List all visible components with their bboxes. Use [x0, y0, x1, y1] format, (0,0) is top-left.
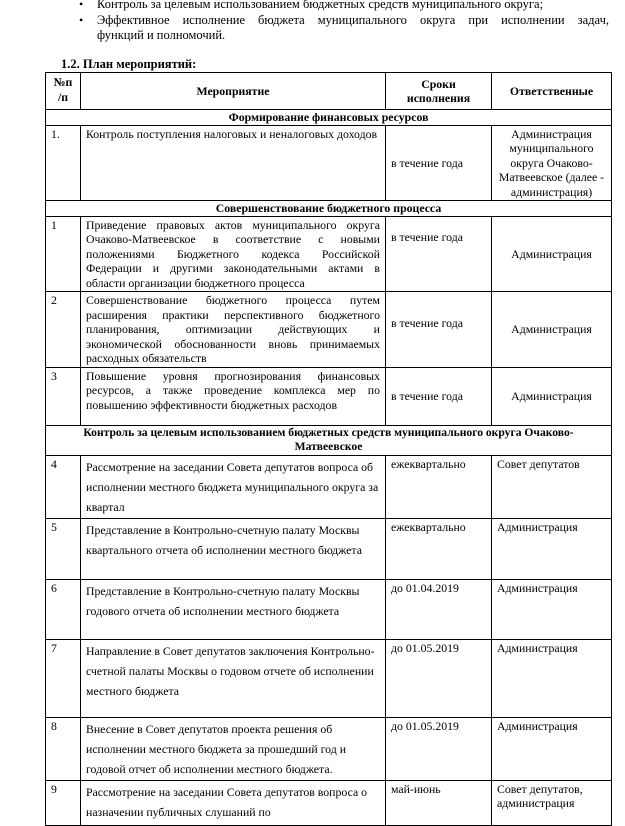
section-row — [46, 201, 612, 217]
table-row — [46, 292, 612, 368]
row-activity: Внесение в Совет депутатов проекта решения об исполнении местного бюджета за прошедший год и годовой отчет об исполнении местного бюджета. — [81, 717, 386, 780]
row-activity: Повышение уровня прогнозирования финансовых ресурсов, а также проведение комплекса мер по повышению эффективности бюджетных расходов — [81, 367, 386, 425]
section-title: 1.2. План мероприятий: — [61, 57, 197, 71]
row-activity: Представление в Контрольно-счетную палату Москвы квартального отчета об исполнении местного бюджета — [81, 518, 386, 579]
row-responsible: Администрация — [492, 717, 612, 780]
header-num: №п /п — [46, 73, 81, 110]
row-num: 8 — [46, 717, 81, 780]
row-responsible: Администрация муниципального округа Очаково-Матвеевское (далее - администрация) — [492, 125, 612, 201]
plan-table — [45, 72, 612, 826]
row-deadline: до 01.05.2019 — [386, 717, 492, 780]
row-responsible: Администрация — [492, 367, 612, 425]
row-activity: Приведение правовых актов муниципального округа Очаково-Матвеевское в соответствие с новыми положениями Бюджетного кодекса Российской Федерации и другими законодательными актами в области организации бюджетного процесса — [81, 216, 386, 292]
row-num: 9 — [46, 780, 81, 825]
table-row — [46, 367, 612, 425]
table-row — [46, 639, 612, 717]
header-deadline: Сроки исполнения — [386, 73, 492, 110]
row-num: 6 — [46, 579, 81, 639]
table-row — [46, 717, 612, 780]
table-row — [46, 455, 612, 518]
row-responsible: Совет депутатов — [492, 455, 612, 518]
row-responsible: Администрация — [492, 292, 612, 368]
row-deadline: в течение года — [386, 292, 492, 368]
row-num: 1 — [46, 216, 81, 292]
row-deadline: в течение года — [386, 216, 492, 292]
row-responsible: Администрация — [492, 216, 612, 292]
row-deadline: в течение года — [386, 125, 492, 201]
row-num: 4 — [46, 455, 81, 518]
row-activity: Контроль поступления налоговых и неналоговых доходов — [81, 125, 386, 201]
row-responsible: Администрация — [492, 579, 612, 639]
bullet-marker: • — [79, 13, 84, 27]
table-header-row — [46, 73, 612, 110]
row-activity: Направление в Совет депутатов заключения Контрольно-счетной палаты Москвы о годовом отчете об исполнении местного бюджета — [81, 639, 386, 717]
row-deadline: в течение года — [386, 367, 492, 425]
row-deadline: до 01.04.2019 — [386, 579, 492, 639]
section-row — [46, 110, 612, 126]
section-heading: Контроль за целевым использованием бюджетных средств муниципального округа Очаково-Матвеевское — [46, 425, 612, 455]
row-activity: Представление в Контрольно-счетную палату Москвы годового отчета об исполнении местного бюджета — [81, 579, 386, 639]
header-activity: Мероприятие — [81, 73, 386, 110]
header-responsible: Ответственные — [492, 73, 612, 110]
section-heading: Формирование финансовых ресурсов — [46, 110, 612, 126]
row-num: 5 — [46, 518, 81, 579]
row-deadline: ежеквартально — [386, 518, 492, 579]
row-num: 7 — [46, 639, 81, 717]
row-num: 2 — [46, 292, 81, 368]
table-row — [46, 216, 612, 292]
bullet-marker: • — [79, 0, 84, 11]
bullet-item: Эффективное исполнение бюджета муниципального округа при исполнении задач, — [97, 13, 609, 27]
section-heading: Совершенствование бюджетного процесса — [46, 201, 612, 217]
row-activity: Рассмотрение на заседании Совета депутатов вопроса о назначении публичных слушаний по — [81, 780, 386, 825]
row-deadline: ежеквартально — [386, 455, 492, 518]
row-activity: Рассмотрение на заседании Совета депутатов вопроса об исполнении местного бюджета муниципального округа за квартал — [81, 455, 386, 518]
bullet-item-continuation: функций и полномочий. — [97, 28, 226, 42]
table-row — [46, 125, 612, 201]
row-responsible: Администрация — [492, 518, 612, 579]
row-responsible: Совет депутатов, администрация — [492, 780, 612, 825]
row-num: 3 — [46, 367, 81, 425]
row-activity: Совершенствование бюджетного процесса путем расширения практики перспективного бюджетного планирования, оптимизации действующих и экономической обоснованности вновь принимаемых расходных обязательств — [81, 292, 386, 368]
table-row — [46, 579, 612, 639]
table-row — [46, 780, 612, 825]
row-num: 1. — [46, 125, 81, 201]
row-deadline: до 01.05.2019 — [386, 639, 492, 717]
section-row — [46, 425, 612, 455]
row-responsible: Администрация — [492, 639, 612, 717]
table-row — [46, 518, 612, 579]
bullet-item: Контроль за целевым использованием бюджетных средств муниципального округа; — [97, 0, 544, 11]
row-deadline: май-июнь — [386, 780, 492, 825]
